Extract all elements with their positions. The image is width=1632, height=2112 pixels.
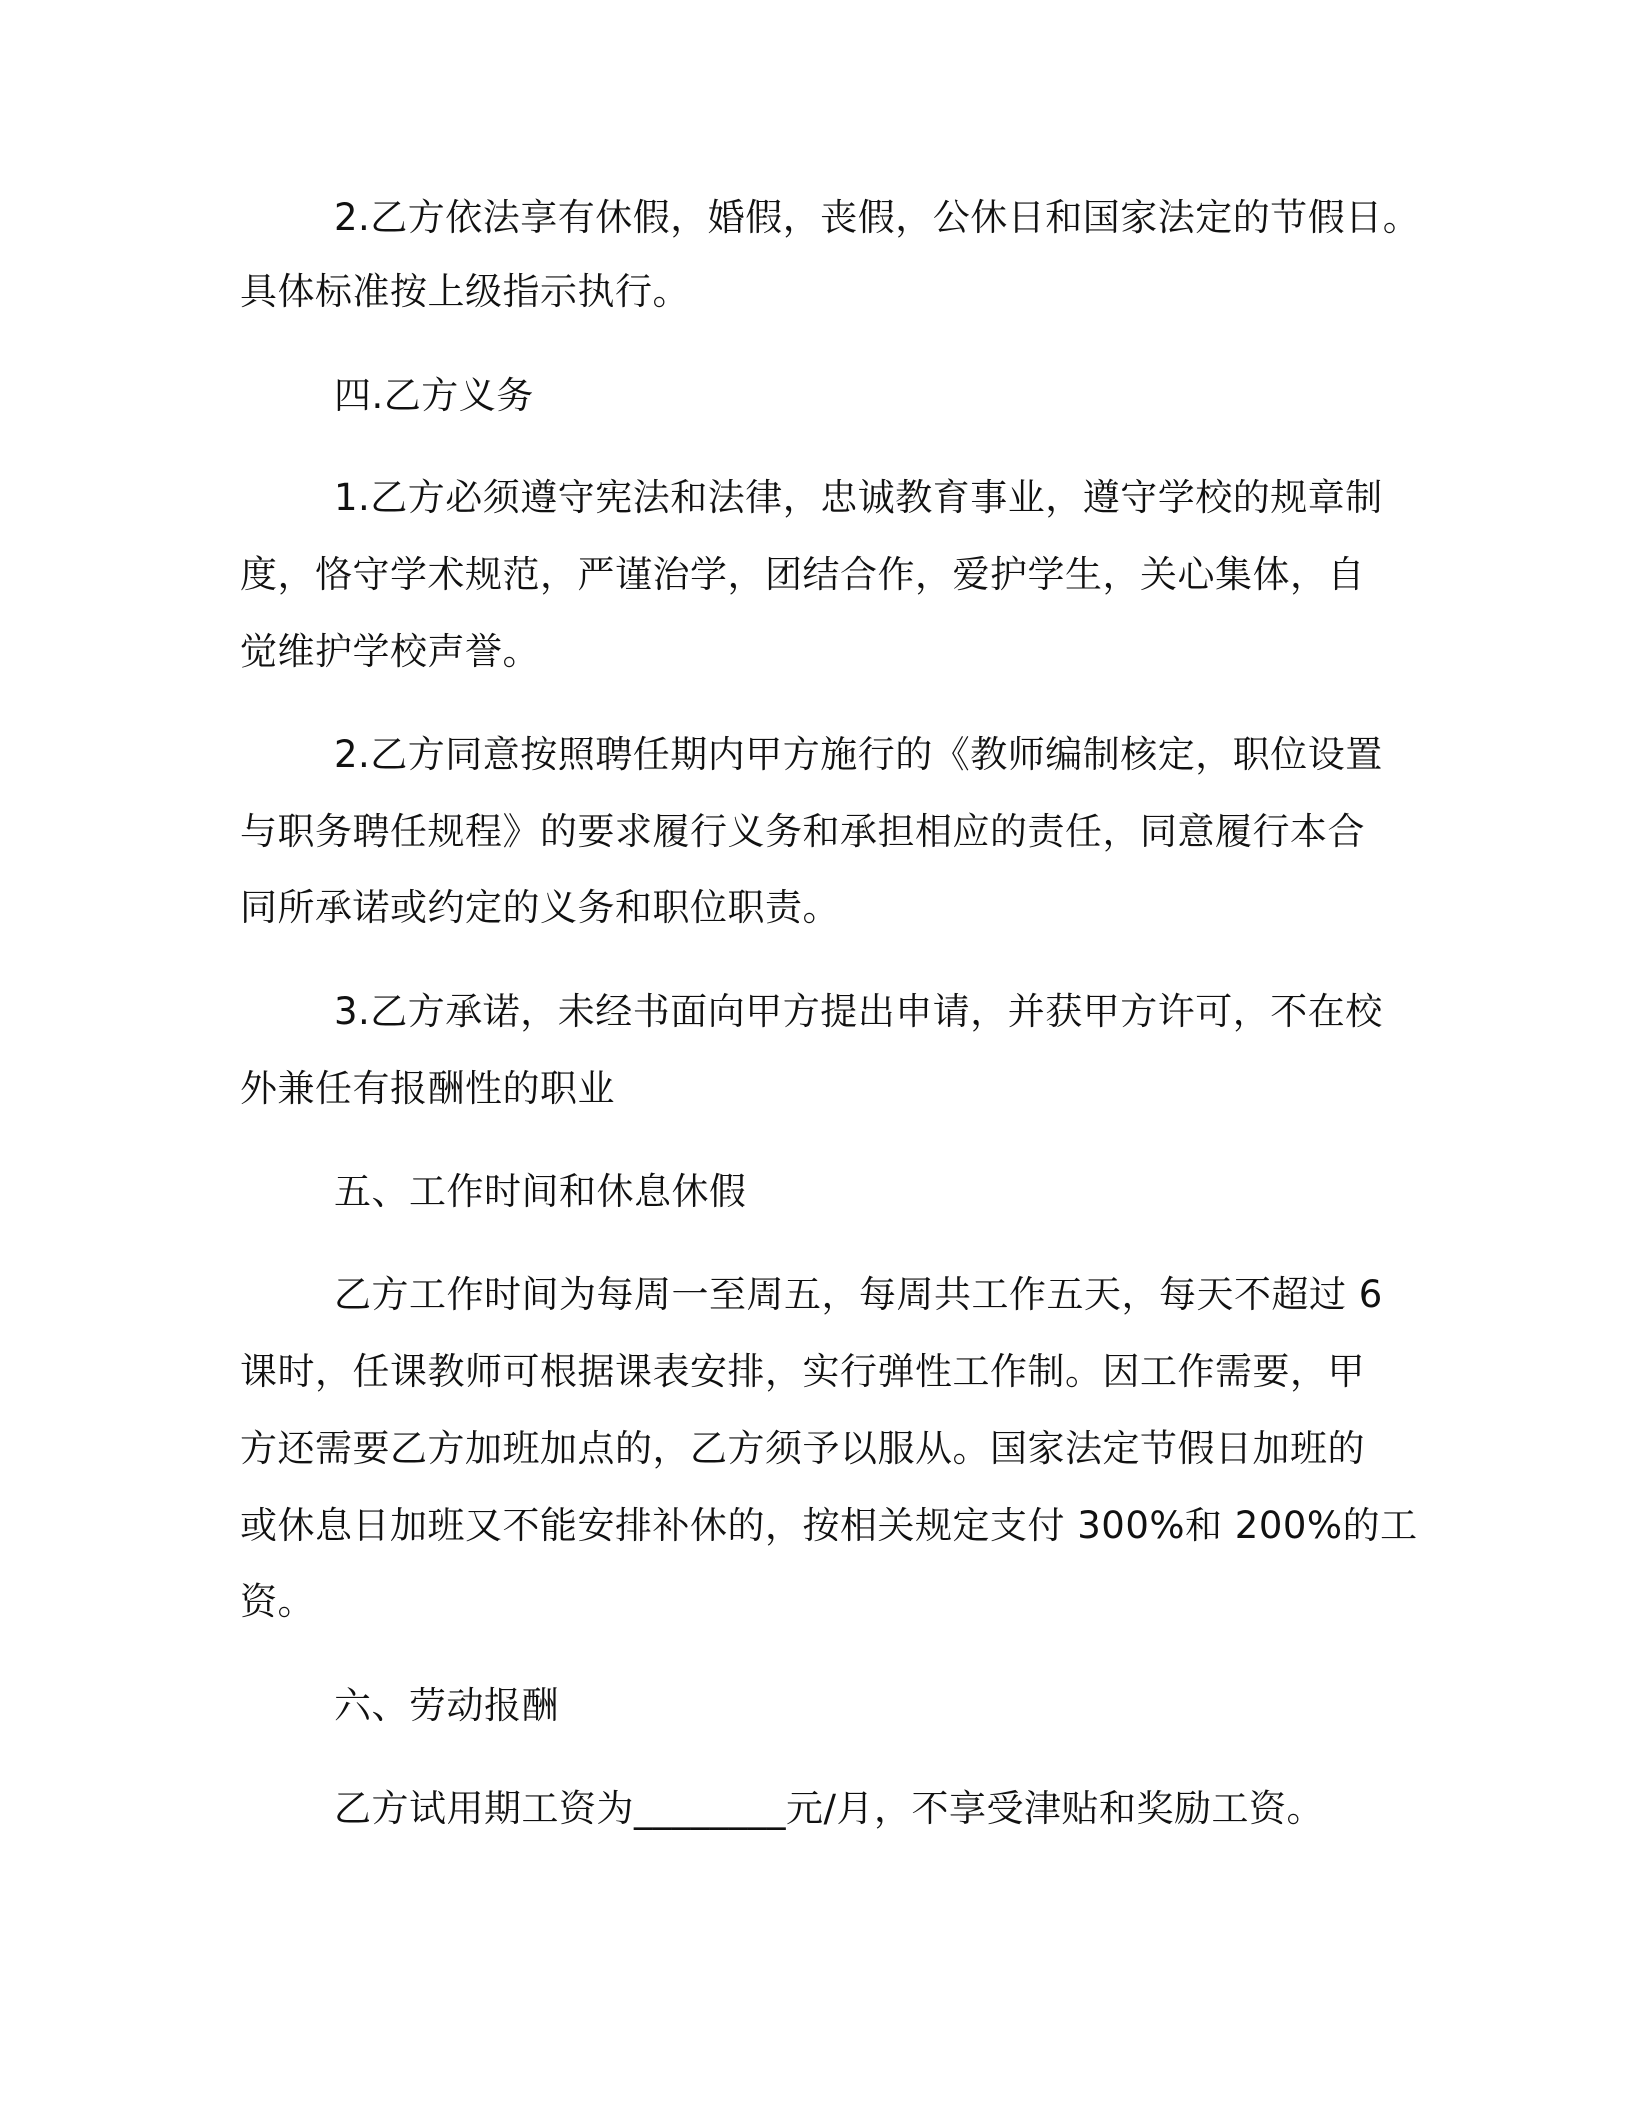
paragraph-duty-1-line-3: 觉维护学校声誉。	[240, 630, 540, 673]
paragraph-duty-1-line-1: 1.乙方必须遵守宪法和法律，忠诚教育事业，遵守学校的规章制	[334, 476, 1383, 519]
paragraph-duty-3-line-1: 3.乙方承诺，未经书面向甲方提出申请，并获甲方许可，不在校	[334, 990, 1383, 1033]
section-heading-remuneration: 六、劳动报酬	[334, 1684, 559, 1727]
paragraph-duty-2-line-2: 与职务聘任规程》的要求履行义务和承担相应的责任，同意履行本合	[240, 810, 1365, 853]
paragraph-hours-line-5: 资。	[240, 1580, 315, 1623]
paragraph-hours-line-1: 乙方工作时间为每周一至周五，每周共工作五天，每天不超过 6	[334, 1273, 1383, 1316]
paragraph-leave-rights-line-2: 具体标准按上级指示执行。	[240, 270, 690, 313]
paragraph-duty-2-line-1: 2.乙方同意按照聘任期内甲方施行的《教师编制核定，职位设置	[334, 733, 1383, 776]
paragraph-hours-line-2: 课时，任课教师可根据课表安排，实行弹性工作制。因工作需要，甲	[240, 1350, 1365, 1393]
paragraph-duty-2-line-3: 同所承诺或约定的义务和职位职责。	[240, 886, 840, 929]
paragraph-duty-3-line-2: 外兼任有报酬性的职业	[240, 1067, 615, 1110]
paragraph-leave-rights-line-1: 2.乙方依法享有休假，婚假，丧假，公休日和国家法定的节假日。	[334, 196, 1421, 239]
paragraph-remuneration-line-1: 乙方试用期工资为________元/月，不享受津贴和奖励工资。	[334, 1787, 1324, 1830]
section-heading-duties: 四.乙方义务	[334, 374, 534, 417]
section-heading-working-hours: 五、工作时间和休息休假	[334, 1170, 747, 1213]
paragraph-duty-1-line-2: 度，恪守学术规范，严谨治学，团结合作，爱护学生，关心集体，自	[240, 553, 1365, 596]
paragraph-hours-line-3: 方还需要乙方加班加点的，乙方须予以服从。国家法定节假日加班的	[240, 1427, 1365, 1470]
paragraph-hours-line-4: 或休息日加班又不能安排补休的，按相关规定支付 300%和 200%的工	[240, 1504, 1418, 1547]
